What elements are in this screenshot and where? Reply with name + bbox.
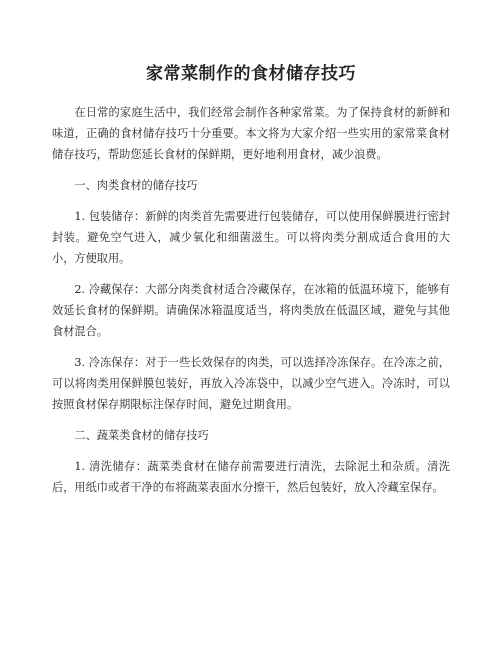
list-item: 1. 包装储存：新鲜的肉类首先需要进行包装储存，可以使用保鲜膜进行密封封装。避免空气进入，减少氧化和细菌滋生。可以将肉类分割成适合食用的大小，方便取用。 [52, 210, 450, 265]
intro-paragraph: 在日常的家庭生活中，我们经常会制作各种家常菜。为了保持食材的新鲜和味道，正确的食材储存技巧十分重要。本文将为大家介绍一些实用的家常菜食材储存技巧，帮助您延长食材的保鲜期，更好地利用食材，减少浪费。 [52, 106, 450, 161]
item-list [52, 456, 450, 498]
section-meat [52, 175, 450, 415]
document-body [52, 175, 450, 498]
list-item: 1. 清洗储存：蔬菜类食材在储存前需要进行清洗，去除泥土和杂质。清洗后，用纸巾或者干净的布将蔬菜表面水分擦干，然后包装好，放入冷藏室保存。 [52, 460, 450, 494]
list-item: 2. 冷藏保存：大部分肉类食材适合冷藏保存，在冰箱的低温环境下，能够有效延长食材的保鲜期。请确保冰箱温度适当，将肉类放在低温区域，避免与其他食材混合。 [52, 283, 450, 338]
section-heading: 一、肉类食材的储存技巧 [74, 179, 198, 192]
section-vegetables [52, 425, 450, 498]
item-list [52, 206, 450, 415]
document-title: 家常菜制作的食材储存技巧 [146, 64, 356, 84]
section-heading: 二、蔬菜类食材的储存技巧 [74, 429, 209, 442]
list-item: 3. 冷冻保存：对于一些长效保存的肉类，可以选择冷冻保存。在冷冻之前，可以将肉类用保鲜膜包装好，再放入冷冻袋中，以减少空气进入。冷冻时，可以按照食材保存期限标注保存时间，避免过期食用。 [52, 356, 450, 411]
